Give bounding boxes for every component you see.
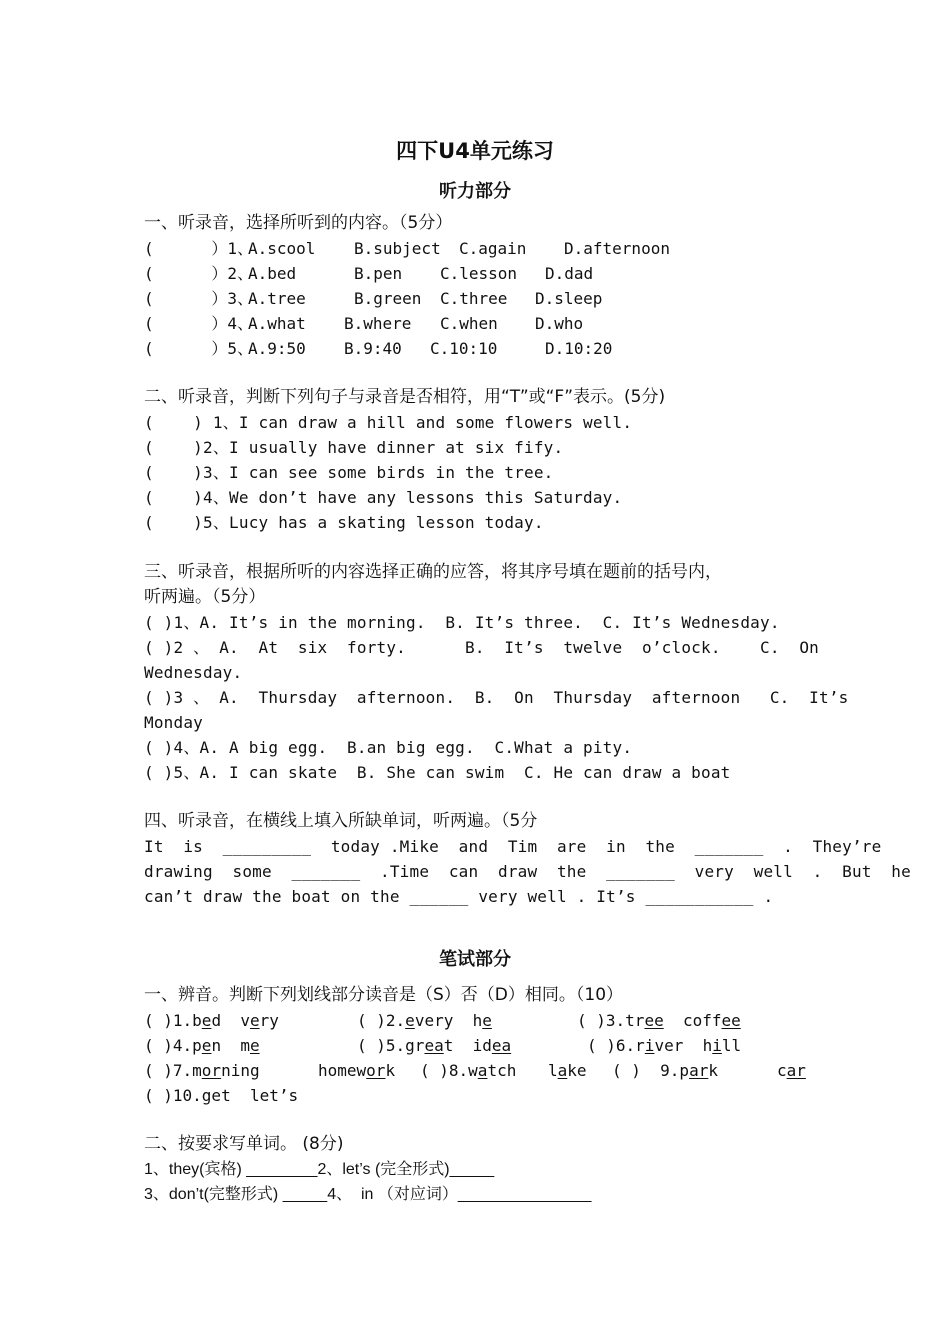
listening-q4-instruction: 四、听录音，在横线上填入所缺单词，听两遍。（5分 (144, 811, 538, 831)
listening-q3-item: ( )3 、 A. Thursday afternoon. B. On Thursday afternoon C. It’s (144, 688, 849, 707)
written-q1-row (0, 1058, 950, 1083)
phonics-item: ( )7.morning (144, 1061, 260, 1080)
question-number: ( ）1、 (144, 239, 254, 258)
listening-q1-row (0, 336, 950, 361)
listening-q3-item: ( )1、A. It’s in the morning. B. It’s three. C. It’s Wednesday. (144, 613, 780, 632)
listening-heading: 听力部分 (439, 181, 511, 202)
listening-q1-row (0, 261, 950, 286)
written-q1-row (0, 1033, 950, 1058)
option-b: B.pen (354, 264, 403, 283)
written-q2-item: 1、they(宾格) ________ (144, 1161, 318, 1178)
phonics-item: ( )2.every he (357, 1011, 492, 1030)
listening-q2-item: ( )3、I can see some birds in the tree. (144, 463, 554, 482)
option-d: D.10:20 (545, 339, 613, 358)
listening-q4-line: can’t draw the boat on the ______ very well . It’s ___________ . (144, 887, 774, 906)
option-c: C.lesson (440, 264, 518, 283)
written-q2-instruction: 二、按要求写单词。 (8分) (144, 1134, 344, 1154)
listening-q1-row (0, 286, 950, 311)
phonics-item: ( )3.tree coffee (577, 1011, 741, 1030)
listening-q2-item: ( )2、I usually have dinner at six fify. (144, 438, 564, 457)
written-heading: 笔试部分 (439, 949, 511, 970)
written-q2-item: 4、 in （对应词）_______________ (327, 1186, 592, 1203)
phonics-item: ( )10.get let’s (144, 1086, 299, 1105)
option-a: A.bed (248, 264, 297, 283)
phonics-item: homework (318, 1061, 396, 1080)
page-title: 四下U4单元练习 (396, 139, 554, 163)
listening-q3-item: ( )4、A. A big egg. B.an big egg. C.What a pity. (144, 738, 633, 757)
option-d: D.dad (545, 264, 594, 283)
phonics-item: ( )6.river hill (587, 1036, 742, 1055)
written-q2-item: 2、let’s (完全形式)_____ (317, 1161, 495, 1178)
option-a: A.scool (248, 239, 316, 258)
listening-q3-instruction-cont: 听两遍。（5分） (144, 587, 266, 607)
option-a: A.what (248, 314, 306, 333)
option-a: A.9:50 (248, 339, 306, 358)
option-d: D.sleep (535, 289, 603, 308)
option-c: C.again (459, 239, 527, 258)
written-q1-row (0, 1008, 950, 1033)
option-d: D.afternoon (564, 239, 670, 258)
listening-q3-instruction: 三、听录音，根据所听的内容选择正确的应答，将其序号填在题前的括号内， (144, 562, 722, 582)
option-c: C.when (440, 314, 498, 333)
question-number: ( ）3、 (144, 289, 254, 308)
option-b: B.green (354, 289, 422, 308)
listening-q3-item-cont: Wednesday. (144, 663, 243, 682)
listening-q4-line: drawing some _______ .Time can draw the _______ very well . But he (144, 862, 911, 881)
phonics-item: ( )4.pen me (144, 1036, 260, 1055)
question-number: ( ）4、 (144, 314, 254, 333)
listening-q3-item: ( )5、A. I can skate B. She can swim C. He can draw a boat (144, 763, 731, 782)
listening-q1-row (0, 311, 950, 336)
option-b: B.9:40 (344, 339, 402, 358)
phonics-item: ( ) 9.park (612, 1061, 718, 1080)
listening-q3-item-cont: Monday (144, 713, 203, 732)
phonics-item: ( )5.great idea (357, 1036, 512, 1055)
written-q2-line (144, 1182, 809, 1207)
option-a: A.tree (248, 289, 306, 308)
phonics-item: car (777, 1061, 806, 1080)
question-number: ( ）5、 (144, 339, 254, 358)
option-b: B.subject (354, 239, 441, 258)
listening-q2-item: ( ) 1、I can draw a hill and some flowers well. (144, 413, 633, 432)
option-d: D.who (535, 314, 584, 333)
listening-q1-instruction: 一、听录音，选择所听到的内容。（5分） (144, 213, 453, 233)
written-q2-item: 3、don’t(完整形式) _____ (144, 1186, 328, 1203)
option-c: C.10:10 (430, 339, 498, 358)
written-q1-row (0, 1083, 950, 1108)
option-c: C.three (440, 289, 508, 308)
phonics-item: lake (548, 1061, 587, 1080)
question-number: ( ）2、 (144, 264, 254, 283)
phonics-item: ( )8.watch (420, 1061, 517, 1080)
listening-q2-item: ( )5、Lucy has a skating lesson today. (144, 513, 544, 532)
listening-q1-row (0, 236, 950, 261)
listening-q4-line: It is _________ today .Mike and Tim are in the _______ . They’re (144, 837, 882, 856)
listening-q2-instruction: 二、听录音，判断下列句子与录音是否相符，用“T”或“F”表示。(5分) (144, 387, 666, 407)
written-q2-line (144, 1157, 809, 1182)
listening-q2-item: ( )4、We don’t have any lessons this Saturday. (144, 488, 623, 507)
written-q1-instruction: 一、辨音。判断下列划线部分读音是（S）否（D）相同。（10） (144, 985, 624, 1005)
option-b: B.where (344, 314, 412, 333)
phonics-item: ( )1.bed very (144, 1011, 279, 1030)
listening-q3-item: ( )2 、 A. At six forty. B. It’s twelve o’clock. C. On (144, 638, 819, 657)
